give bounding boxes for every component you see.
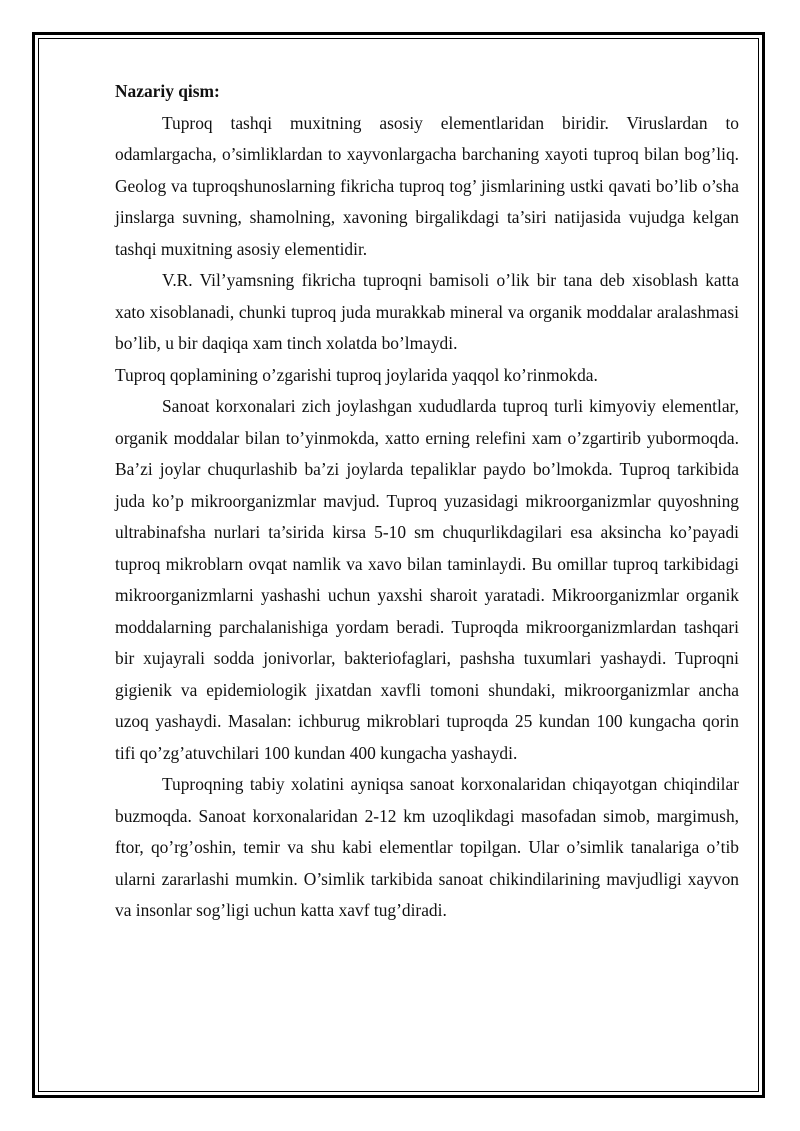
paragraph-vilyams: V.R. Vil’yamsning fikricha tuproqni bamisoli o’lik bir tana deb xisoblash katta xato xisoblanadi, chunki tuproq juda murakkab mineral va organik moddalar aralashmasi bo’lib, u bir daqiqa xam tinch xolatda bo’lmaydi. — [115, 270, 739, 353]
paragraph-industrial-waste: Tuproqning tabiy xolatini ayniqsa sanoat korxonalaridan chiqayotgan chiqindilar buzmoqda. Sanoat korxonalaridan 2-12 km uzoqlikdagi masofadan simob, margimush, ftor, qo’rg’oshin, temir va shu kabi elementlar topilgan. Ular o’simlik tanalariga o’tib ularni zararlashi mumkin. O’simlik tarkibida sanoat chikindilarining mavjudligi xayvon va insonlar sog’ligi uchun katta xavf tug’diradi. — [115, 774, 739, 920]
paragraph-soil-cover: Tuproq qoplamining o’zgarishi tuproq joylarida yaqqol ko’rinmokda. — [115, 364, 598, 385]
paragraph-industrial-areas: Sanoat korxonalari zich joylashgan xududlarda tuproq turli kimyoviy elementlar, organik moddalar bilan to’yinmokda, xatto erning relefini xam o’zgartirib yubormoqda. Ba’zi joylar chuqurlashib ba’zi joylarda tepaliklar paydo bo’lmokda. Tuproq tarkibida juda ko’p mikroorganizmlar mavjud. Tuproq yuzasidagi mikroorganizmlar quyoshning ultrabinafsha nurlari ta’sirida kirsa 5-10 sm chuqurlikdagilari esa aksincha ko’payadi tuproq mikroblarn ovqat namlik va xavo bilan taminlaydi. Bu omillar tuproq tarkibidagi mikroorganizmlarni yashashi uchun yaxshi sharoit yaratadi. Mikroorganizmlar organik moddalarning parchalanishiga yordam beradi. Tuproqda mikroorganizmlardan tashqari bir xujayrali sodda jonivorlar, bakteriofaglari, pashsha tuxumlari yashaydi. Tuproqni gigienik va epidemiologik jixatdan xavfli tomoni shundaki, mikroorganizmlar ancha uzoq yashaydi. Masalan: ichburug mikroblari tuproqda 25 kundan 100 kungacha qorin tifi qo’zg’atuvchilari 100 kundan 400 kungacha yashaydi. — [115, 396, 739, 763]
section-heading: Nazariy qism: — [115, 81, 220, 101]
paragraph-soil-intro: Tuproq tashqi muxitning asosiy elementlaridan biridir. Viruslardan to odamlargacha, o’simliklardan to xayvonlargacha barchaning xayoti tuproq bilan bog’liq. Geolog va tuproqshunoslarning fikricha tuproq tog’ jismlarining ustki qavati bo’lib o’sha jinslarga suvning, shamolning, xavoning birgalikdagi ta’siri natijasida vujudga kelgan tashqi muxitning asosiy elementidir. — [115, 112, 739, 259]
document-body — [115, 76, 739, 927]
